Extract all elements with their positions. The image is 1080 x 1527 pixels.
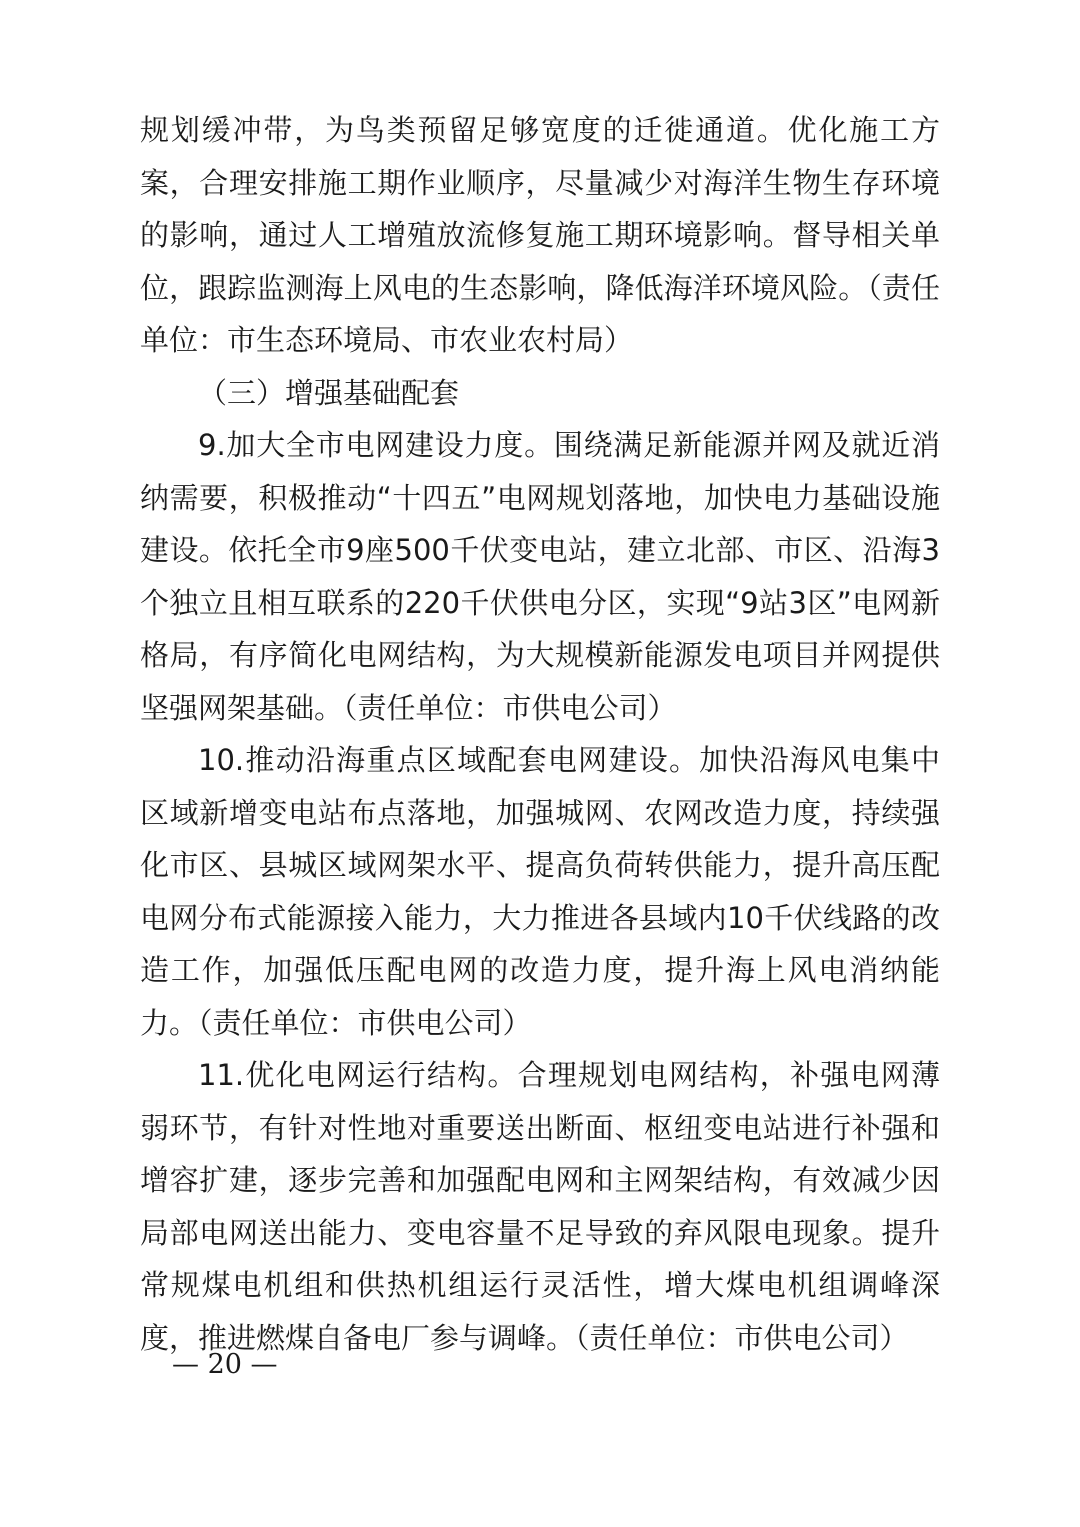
page-number: — 20 — — [172, 1349, 278, 1380]
document-body — [140, 104, 940, 1364]
paragraph-item-9: 9.加大全市电网建设力度。围绕满足新能源并网及就近消纳需要，积极推动“十四五”电网规划落地，加快电力基础设施建设。依托全市9座500千伏变电站，建立北部、市区、沿海3个独立且相互联系的220千伏供电分区，实现“9站3区”电网新格局，有序简化电网结构，为大规模新能源发电项目并网提供坚强网架基础。（责任单位：市供电公司） — [140, 428, 940, 725]
section-heading: （三）增强基础配套 — [198, 375, 460, 410]
paragraph-item-11: 11.优化电网运行结构。合理规划电网结构，补强电网薄弱环节，有针对性地对重要送出断面、枢纽变电站进行补强和增容扩建，逐步完善和加强配电网和主网架结构，有效减少因局部电网送出能力、变电容量不足导致的弃风限电现象。提升常规煤电机组和供热机组运行灵活性，增大煤电机组调峰深度，推进燃煤自备电厂参与调峰。（责任单位：市供电公司） — [140, 1058, 940, 1355]
paragraph-continued: 规划缓冲带，为鸟类预留足够宽度的迁徙通道。优化施工方案，合理安排施工期作业顺序，尽量减少对海洋生物生存环境的影响，通过人工增殖放流修复施工期环境影响。督导相关单位，跟踪监测海上风电的生态影响，降低海洋环境风险。（责任单位：市生态环境局、市农业农村局） — [140, 113, 940, 357]
paragraph-item-10: 10.推动沿海重点区域配套电网建设。加快沿海风电集中区域新增变电站布点落地，加强城网、农网改造力度，持续强化市区、县城区域网架水平、提高负荷转供能力，提升高压配电网分布式能源接入能力，大力推进各县域内10千伏线路的改造工作，加强低压配电网的改造力度，提升海上风电消纳能力。（责任单位：市供电公司） — [140, 743, 940, 1040]
